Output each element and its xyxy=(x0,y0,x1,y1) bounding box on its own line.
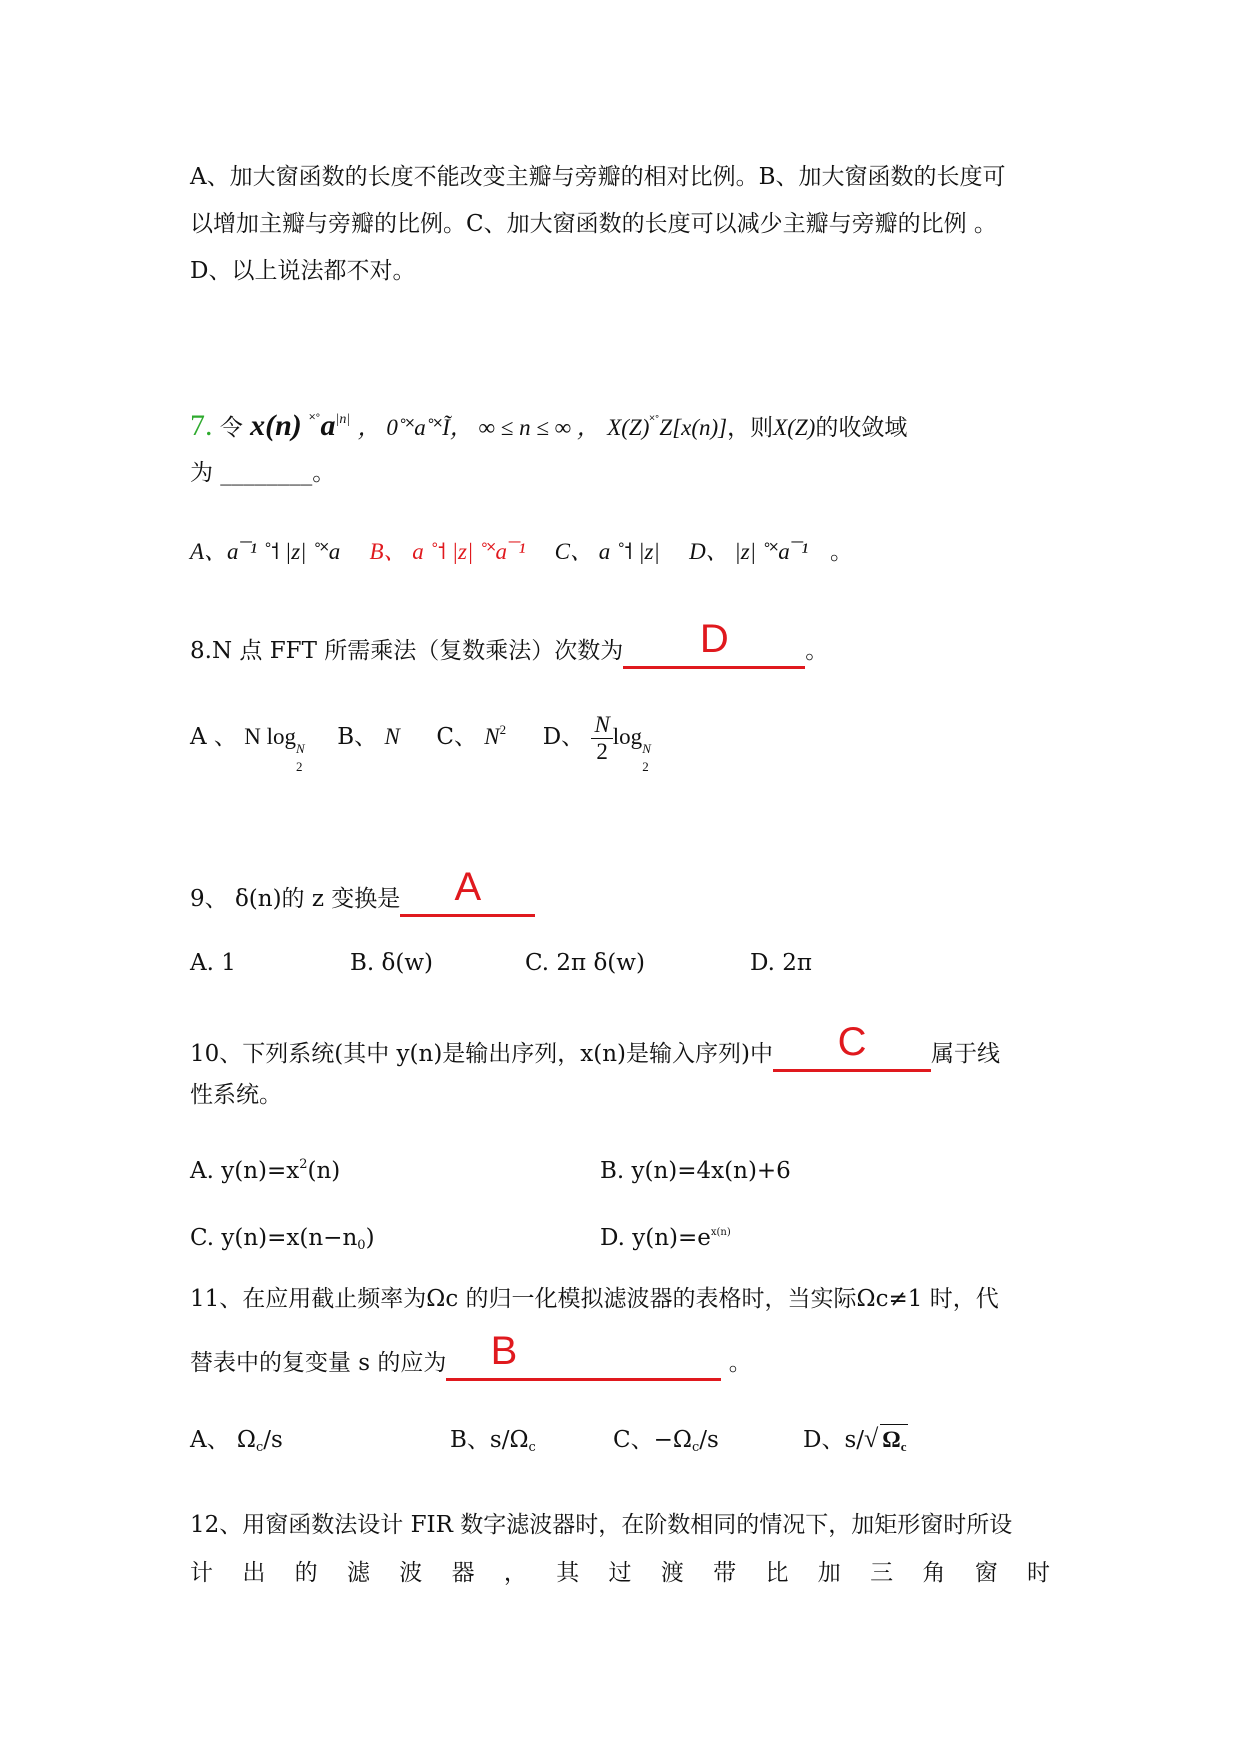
q8-option-d-sup: N xyxy=(642,741,651,756)
q11-option-d-sqrt-sub: c xyxy=(900,1439,907,1454)
q12-line-2-char: 其 xyxy=(556,1560,580,1586)
q12-line-2-char: ， xyxy=(503,1560,527,1586)
q7-tail-1: ，则 xyxy=(727,415,774,441)
q11-line-1: 11、在应用截止频率为Ωc 的归一化模拟滤波器的表格时，当实际Ωc≠1 时，代 xyxy=(190,1286,999,1312)
q11-option-c-sub: c xyxy=(691,1440,700,1455)
q7-tail-2: 的收敛域 xyxy=(815,415,908,441)
q6-line-1: A、加大窗函数的长度不能改变主瓣与旁瓣的相对比例。B、加大窗函数的长度可 xyxy=(190,164,1006,190)
q10-option-c-end: ) xyxy=(365,1225,375,1251)
q11-option-a-sub: c xyxy=(256,1440,264,1455)
q12-line-2-char: 窗 xyxy=(974,1560,998,1586)
q12-line-2-char: 波 xyxy=(399,1560,423,1586)
q12-line-2-char: 三 xyxy=(870,1560,894,1586)
q12-line-2-char: 计 xyxy=(190,1560,213,1586)
q10-option-a-end: (n) xyxy=(307,1158,341,1184)
q8-option-d-fraction xyxy=(591,712,612,765)
q8-option-b-label: B、 xyxy=(337,724,378,750)
q10-option-d-sup: x(n) xyxy=(710,1227,731,1238)
q7-garble-2: ˟˚ xyxy=(649,414,660,429)
q12-line-2-char: 过 xyxy=(608,1560,632,1586)
q7-condition: ， 0˚˟a˚˟Ĩ， ∞ ≤ n ≤ ∞ ， xyxy=(357,415,600,440)
q10-stem xyxy=(190,1020,1001,1072)
q8-answer-blank xyxy=(623,617,805,669)
q12-line-2-char: 时 xyxy=(1027,1560,1050,1586)
q12-line-2-char: 比 xyxy=(765,1560,789,1586)
q12-line-2 xyxy=(190,1558,1050,1588)
q11-answer: B xyxy=(490,1329,518,1373)
q10-option-c-sub: 0 xyxy=(357,1238,366,1253)
q11-option-d-sqrt xyxy=(880,1424,908,1462)
q10-answer-blank xyxy=(773,1020,931,1072)
q11-stem xyxy=(190,1329,752,1381)
q8-option-a-label: A 、 xyxy=(190,724,237,750)
q7-xn: x(n) xyxy=(250,409,302,442)
q8-option-d-den: 2 xyxy=(596,738,608,764)
q8-option-a: N log xyxy=(244,724,296,749)
q8-option-c: N xyxy=(484,724,500,749)
q7-lead: 令 xyxy=(219,415,243,441)
q7-option-end: 。 xyxy=(830,539,854,565)
q11-option-c-end: /s xyxy=(699,1427,719,1453)
q7-xz: X(Z) xyxy=(607,415,650,440)
q12-line-2-char: 器 xyxy=(451,1560,475,1586)
q7-a: a xyxy=(320,409,336,442)
q10-option-d: D. y(n)=e xyxy=(600,1225,711,1251)
q6-line-2: 以增加主瓣与旁瓣的比例。C、加大窗函数的长度可以减少主瓣与旁瓣的比例 。 xyxy=(190,211,997,237)
q11-answer-blank xyxy=(446,1329,721,1381)
q8-option-d-log: log xyxy=(612,724,643,749)
q10-option-b: B. y(n)=4x(n)+6 xyxy=(600,1158,791,1184)
q9-options xyxy=(190,948,812,978)
q8-end: 。 xyxy=(805,638,829,664)
q12-line-2-char: 角 xyxy=(922,1560,946,1586)
q8-stem xyxy=(190,617,829,669)
q8-option-d-num: N xyxy=(591,712,612,739)
q9-answer: A xyxy=(454,865,482,909)
q10-line-2: 性系统。 xyxy=(190,1082,282,1108)
q10-option-a-sup: 2 xyxy=(299,1157,308,1172)
q9-stem xyxy=(190,865,535,917)
q8-option-a-sup: N xyxy=(295,741,305,756)
q10-option-a: A. y(n)=x xyxy=(190,1158,300,1184)
q12-line-2-char: 带 xyxy=(713,1560,737,1586)
q10-tail: 属于线 xyxy=(931,1041,1001,1067)
q7-abs-n: |n| xyxy=(335,412,351,427)
q11-option-b: B、s/Ω xyxy=(450,1427,529,1453)
q11-option-b-sub: c xyxy=(528,1440,536,1455)
q9-option-d: D. 2π xyxy=(750,950,812,976)
q8-option-d-sub: 2 xyxy=(642,759,649,774)
q8-options xyxy=(190,700,654,774)
q9-option-b: B. δ(w) xyxy=(350,950,434,976)
q9-option-c: C. 2π δ(w) xyxy=(525,950,645,976)
q8-answer: D xyxy=(699,617,729,661)
q12-line-2-char: 渡 xyxy=(660,1560,684,1586)
q8-text: 8.N 点 FFT 所需乘法（复数乘法）次数为 xyxy=(190,638,624,664)
q9-text: 9、 δ(n)的 z 变换是 xyxy=(190,886,401,912)
q12-line-2-char: 滤 xyxy=(346,1560,370,1586)
q7-option-c: C、 a ˚˦ |z| xyxy=(554,539,660,564)
q12-line-2-char: 的 xyxy=(294,1560,318,1586)
q9-option-a: A. 1 xyxy=(190,950,236,976)
q9-answer-blank xyxy=(400,865,535,917)
q7-xz-2: X(Z) xyxy=(773,415,816,440)
q11-text: 替表中的复变量 s 的应为 xyxy=(190,1350,447,1376)
q12-line-2-char: 加 xyxy=(817,1560,841,1586)
q7-stem xyxy=(190,405,907,443)
q8-option-a-sub: 2 xyxy=(295,759,303,774)
q7-line-2: 为 ________。 xyxy=(190,460,336,486)
q8-option-c-sup: 2 xyxy=(499,722,507,737)
q7-option-b: B、 a ˚˦ |z| ˚˟a¯¹ xyxy=(369,539,526,564)
q7-garble-1: ˟˚ xyxy=(309,412,321,429)
q7-zx: Z[x(n)] xyxy=(659,415,728,440)
q10-option-c: C. y(n)=x(n−n xyxy=(190,1225,358,1251)
q11-option-c: C、−Ω xyxy=(613,1427,692,1453)
q10-options-row-1 xyxy=(190,1150,791,1186)
q10-answer: C xyxy=(837,1020,867,1064)
q11-option-a: A、 Ω xyxy=(190,1427,256,1453)
q7-option-d: D、 |z| ˚˟a¯¹ xyxy=(689,539,809,564)
q11-option-a-end: /s xyxy=(263,1427,283,1453)
q10-text: 10、下列系统(其中 y(n)是输出序列，x(n)是输入序列)中 xyxy=(190,1041,774,1067)
q7-number: 7. xyxy=(190,409,213,442)
q8-option-d-label: D、 xyxy=(542,724,585,750)
q12-line-1: 12、用窗函数法设计 FIR 数字滤波器时，在阶数相同的情况下，加矩形窗时所设 xyxy=(190,1512,1013,1538)
q8-option-c-label: C、 xyxy=(436,724,477,750)
q7-options xyxy=(190,537,853,567)
q7-option-a: A、a¯¹ ˚˦ |z| ˚˟a xyxy=(190,539,341,564)
q11-options: A、 $\Omega_c/s$ B、$s/\Omega_c$ C、$-\Omega_c/s$ D、s/√ $\Omega_c$ xyxy=(190,1424,908,1463)
q11-option-d: D、s/ xyxy=(803,1427,864,1453)
q11-option-d-omega: Ω xyxy=(882,1427,901,1452)
q8-option-b: N xyxy=(384,724,400,749)
q10-options-row-2 xyxy=(190,1218,731,1261)
q6-line-3: D、以上说法都不对。 xyxy=(190,258,416,284)
q12-line-2-char: 出 xyxy=(242,1560,266,1586)
q11-end: 。 xyxy=(728,1350,752,1376)
